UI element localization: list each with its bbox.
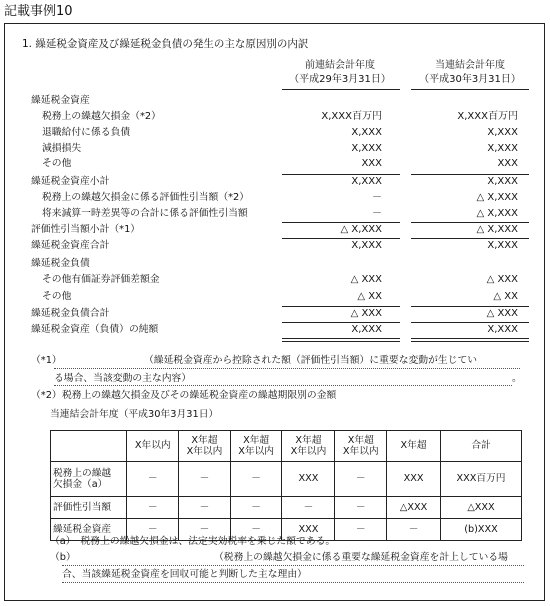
subtotal-rule	[282, 306, 400, 307]
note-2-label: （*2）	[31, 390, 62, 401]
total-double-rule	[282, 338, 400, 339]
subtotal-rule	[411, 322, 529, 323]
row-prev-value: X,XXX	[351, 127, 382, 138]
table-cell: －	[179, 519, 231, 541]
row-prev-value: △ XX	[357, 291, 382, 302]
row-label: 繰延税金資産（負債）の純額	[31, 324, 159, 335]
note-2-title: 税務上の繰越欠損金及びその繰延税金資産の繰越期限別の金額	[62, 390, 337, 401]
row-prev-value: △ XXX	[350, 308, 382, 319]
footnote-a: （a） 税務上の繰越欠損金は、法定実効税率を乗じた額である。	[50, 536, 336, 547]
subtotal-rule	[282, 238, 400, 239]
footnote-b-line1: （税務上の繰越欠損金に係る重要な繰延税金資産を計上している場	[214, 552, 508, 563]
table-row	[51, 497, 522, 519]
year-caption: 当連結会計年度（平成30年3月31日）	[50, 409, 219, 420]
row-cur-value: X,XXX百万円	[457, 111, 518, 122]
prev-year-label: 前連結会計年度	[305, 60, 375, 71]
table-cell: －	[127, 497, 179, 519]
table-header-cell: X年以内	[127, 431, 179, 462]
row-prev-value: －	[372, 192, 382, 203]
cur-year-label: 当連結会計年度	[435, 60, 505, 71]
table-cell: XXX	[282, 462, 335, 497]
table-cell: －	[127, 519, 179, 541]
table-cell: －	[387, 519, 441, 541]
row-label: 退職給付に係る負債	[42, 127, 131, 138]
row-label: 繰延税金資産合計	[31, 240, 110, 251]
row-label: 繰延税金負債合計	[31, 308, 110, 319]
table-row	[51, 462, 522, 497]
note-1-text-line1: （繰延税金資産から控除された額（評価性引当額）に重要な変動が生じてい	[144, 355, 478, 366]
row-cur-value: △ XXX	[486, 274, 518, 285]
table-cell: －	[282, 497, 335, 519]
row-prev-value: XXX	[361, 158, 382, 169]
table-cell: －	[179, 497, 231, 519]
cur-head-rule	[411, 89, 529, 90]
row-cur-value: △ X,XXX	[476, 208, 518, 219]
table-header-cell: X年超 X年以内	[282, 431, 335, 462]
table-header-cell: X年超 X年以内	[179, 431, 231, 462]
subtotal-rule	[282, 222, 400, 223]
prev-head-rule	[282, 89, 400, 90]
table-cell: △XXX	[387, 497, 441, 519]
row-prev-value: X,XXX	[351, 143, 382, 154]
row-label: その他	[42, 291, 72, 302]
table-cell: 評価性引当額	[51, 497, 127, 519]
table-cell: －	[127, 462, 179, 497]
note-1-dotted-rule-2	[54, 385, 512, 386]
row-prev-value: X,XXX百万円	[321, 111, 382, 122]
row-prev-value: △ XXX	[350, 274, 382, 285]
row-cur-value: △ X,XXX	[476, 224, 518, 235]
row-label: 繰延税金資産	[31, 95, 90, 106]
row-cur-value: △ XXX	[486, 308, 518, 319]
row-label: その他	[42, 158, 72, 169]
table-cell: －	[335, 462, 387, 497]
row-label: 繰延税金負債	[31, 258, 90, 269]
table-cell: △XXX	[441, 497, 522, 519]
row-label: 減損損失	[42, 143, 82, 154]
row-cur-value: △ XX	[493, 291, 518, 302]
total-double-rule	[411, 338, 529, 339]
row-prev-value: △ X,XXX	[340, 224, 382, 235]
subtotal-rule	[282, 322, 400, 323]
row-label: 税務上の繰越欠損金に係る評価性引当額（*2）	[42, 192, 250, 203]
row-cur-value: X,XXX	[487, 240, 518, 251]
footnote-b-dotted-rule-1	[62, 565, 524, 566]
row-label: 税務上の繰越欠損金（*2）	[42, 111, 161, 122]
row-prev-value: X,XXX	[351, 176, 382, 187]
subtotal-rule	[411, 222, 529, 223]
table-cell: －	[230, 497, 282, 519]
footnote-b-label: （b）	[50, 552, 76, 563]
row-prev-value: －	[372, 208, 382, 219]
row-cur-value: X,XXX	[487, 176, 518, 187]
table-cell: －	[230, 462, 282, 497]
note-1-label: （*1）	[31, 355, 62, 366]
table-header-cell: X年超 X年以内	[230, 431, 282, 462]
row-label: その他有価証券評価差額金	[42, 274, 160, 285]
table-header-cell: 合計	[441, 431, 522, 462]
subtotal-rule	[411, 238, 529, 239]
row-label: 将来減算一時差異等の合計に係る評価性引当額	[42, 208, 248, 219]
row-cur-value: X,XXX	[487, 143, 518, 154]
prev-year-date: （平成29年3月31日）	[289, 74, 391, 85]
table-header-cell	[51, 431, 127, 462]
total-double-rule	[282, 341, 400, 342]
table-cell: (b)XXX	[441, 519, 522, 541]
cur-year-date: （平成30年3月31日）	[419, 74, 521, 85]
row-label: 評価性引当額小計（*1）	[31, 224, 141, 235]
carryforward-table	[50, 430, 522, 541]
table-header-cell: X年超 X年以内	[335, 431, 387, 462]
total-double-rule	[411, 341, 529, 342]
row-prev-value: X,XXX	[351, 240, 382, 251]
subtotal-rule	[282, 174, 400, 175]
note-1-dotted-rule-1	[54, 368, 520, 369]
table-cell: XXX	[282, 519, 335, 541]
table-cell: －	[230, 519, 282, 541]
note-1-text-line2: る場合、当該変動の主な内容）	[54, 373, 192, 384]
table-header-row	[51, 431, 522, 462]
subtotal-rule	[411, 306, 529, 307]
row-cur-value: △ X,XXX	[476, 192, 518, 203]
note-1-end: 。	[512, 373, 522, 384]
table-cell: XXX	[387, 462, 441, 497]
table-cell: 税務上の繰越 欠損金（a）	[51, 462, 127, 497]
table-header-cell: X年超	[387, 431, 441, 462]
footnote-b-dotted-rule-2	[62, 582, 524, 583]
row-cur-value: X,XXX	[487, 324, 518, 335]
table-cell: 繰延税金資産	[51, 519, 127, 541]
table-cell: －	[179, 462, 231, 497]
section-title: 1. 繰延税金資産及び繰延税金負債の発生の主な原因別の内訳	[22, 38, 309, 50]
table-cell: －	[335, 519, 387, 541]
row-cur-value: XXX	[497, 158, 518, 169]
subtotal-rule	[411, 174, 529, 175]
table-cell: XXX百万円	[441, 462, 522, 497]
document-title: 記載事例10	[4, 4, 73, 19]
row-label: 繰延税金資産小計	[31, 176, 110, 187]
table-cell: －	[335, 497, 387, 519]
footnote-b-line2: 合、当該繰延税金資産を回収可能と判断した主な理由）	[62, 569, 307, 580]
row-prev-value: X,XXX	[351, 324, 382, 335]
row-cur-value: X,XXX	[487, 127, 518, 138]
